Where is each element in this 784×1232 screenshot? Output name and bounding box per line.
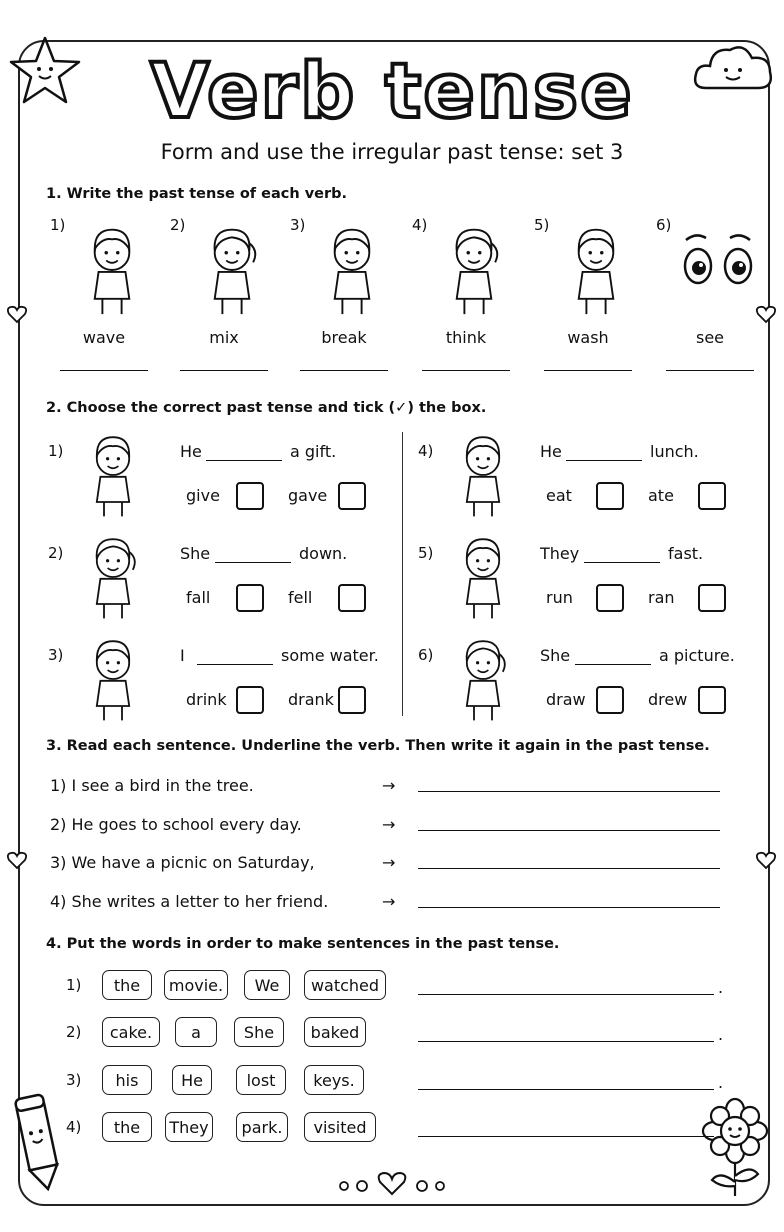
kid-illustration-icon <box>76 634 150 724</box>
kid-illustration-icon <box>76 532 150 622</box>
answer-line[interactable] <box>418 791 720 792</box>
word-chip[interactable]: She <box>234 1017 284 1047</box>
option-1-checkbox[interactable] <box>596 584 624 612</box>
option-1-checkbox[interactable] <box>236 482 264 510</box>
item-number: 1) <box>66 976 82 994</box>
period: . <box>718 978 724 997</box>
option-2-label: gave <box>288 486 328 505</box>
verb-label: wave <box>82 328 126 347</box>
sentence: 2) He goes to school every day. <box>50 815 302 834</box>
item-number: 1) <box>48 442 64 460</box>
item-number: 6) <box>418 646 434 664</box>
word-chip[interactable]: the <box>102 970 152 1000</box>
boy-washing-icon <box>556 222 636 318</box>
word-chip[interactable]: keys. <box>304 1065 364 1095</box>
verb-label: mix <box>209 328 239 347</box>
word-chip[interactable]: lost <box>236 1065 286 1095</box>
arrow-icon: → <box>382 815 396 834</box>
item-number: 3) <box>48 646 64 664</box>
answer-line[interactable] <box>418 907 720 908</box>
option-2-checkbox[interactable] <box>698 482 726 510</box>
word-chip[interactable]: baked <box>304 1017 366 1047</box>
kid-illustration-icon <box>446 634 520 724</box>
right-heart-icon <box>755 850 777 870</box>
answer-line[interactable] <box>418 830 720 831</box>
item-number: 4) <box>412 216 428 234</box>
answer-line[interactable] <box>418 1136 714 1137</box>
sentence-rest: fast. <box>668 544 704 563</box>
answer-line[interactable] <box>418 1041 714 1042</box>
option-2-label: ate <box>648 486 674 505</box>
blank-line <box>206 460 282 461</box>
option-1-label: fall <box>186 588 211 607</box>
kid-illustration-icon <box>76 430 150 520</box>
arrow-icon: → <box>382 776 396 795</box>
item-number: 3) <box>66 1071 82 1089</box>
verb-label: think <box>445 328 487 347</box>
column-divider <box>402 432 403 716</box>
sentence-rest: some water. <box>281 646 379 665</box>
answer-line[interactable] <box>666 370 754 371</box>
option-1-label: drink <box>186 690 227 709</box>
option-2-label: ran <box>648 588 675 607</box>
item-number: 1) <box>50 216 66 234</box>
answer-line[interactable] <box>422 370 510 371</box>
option-1-label: run <box>546 588 573 607</box>
item-number: 3) <box>290 216 306 234</box>
sentence-subject: I <box>180 646 185 665</box>
sentence-subject: He <box>540 442 562 461</box>
word-chip[interactable]: They <box>165 1112 213 1142</box>
option-2-label: drew <box>648 690 688 709</box>
option-2-label: fell <box>288 588 313 607</box>
option-1-checkbox[interactable] <box>236 686 264 714</box>
word-chip[interactable]: park. <box>236 1112 288 1142</box>
blank-line <box>575 664 651 665</box>
sentence-subject: She <box>540 646 571 665</box>
period: . <box>718 1073 724 1092</box>
option-2-checkbox[interactable] <box>338 482 366 510</box>
sentence: 3) We have a picnic on Saturday, <box>50 853 315 872</box>
answer-line[interactable] <box>418 994 714 995</box>
item-number: 5) <box>534 216 550 234</box>
option-1-label: give <box>186 486 220 505</box>
sentence-rest: lunch. <box>650 442 699 461</box>
period: . <box>718 1025 724 1044</box>
sentence: 1) I see a bird in the tree. <box>50 776 254 795</box>
section-4-heading: 4. Put the words in order to make sentences in the past tense. <box>46 936 560 952</box>
sentence-subject: They <box>540 544 580 563</box>
word-chip[interactable]: his <box>102 1065 152 1095</box>
sentence: 4) She writes a letter to her friend. <box>50 892 329 911</box>
word-chip[interactable]: a <box>175 1017 217 1047</box>
verb-label: see <box>695 328 725 347</box>
kid-illustration-icon <box>446 532 520 622</box>
sentence-rest: down. <box>299 544 348 563</box>
left-heart-icon <box>6 850 28 870</box>
word-chip[interactable]: the <box>102 1112 152 1142</box>
section-2-heading: 2. Choose the correct past tense and tick (✓) the box. <box>46 400 487 416</box>
answer-line[interactable] <box>544 370 632 371</box>
blank-line <box>197 664 273 665</box>
eyes-icon <box>678 222 758 302</box>
answer-line[interactable] <box>418 1089 714 1090</box>
page-subtitle: Form and use the irregular past tense: set 3 <box>160 140 624 164</box>
word-chip[interactable]: cake. <box>102 1017 160 1047</box>
word-chip[interactable]: watched <box>304 970 386 1000</box>
girl-thinking-icon <box>434 222 514 318</box>
option-1-checkbox[interactable] <box>236 584 264 612</box>
section-3-heading: 3. Read each sentence. Underline the verb. Then write it again in the past tense. <box>46 738 710 754</box>
sentence-rest: a gift. <box>290 442 337 461</box>
page-title: Verb tense <box>150 46 634 135</box>
option-1-label: draw <box>546 690 586 709</box>
option-2-label: drank <box>288 690 334 709</box>
option-1-checkbox[interactable] <box>596 686 624 714</box>
option-2-checkbox[interactable] <box>698 584 726 612</box>
answer-line[interactable] <box>180 370 268 371</box>
item-number: 5) <box>418 544 434 562</box>
sentence-rest: a picture. <box>659 646 735 665</box>
kid-illustration-icon <box>446 430 520 520</box>
option-1-label: eat <box>546 486 572 505</box>
verb-label: break <box>321 328 367 347</box>
blank-line <box>215 562 291 563</box>
pencil-icon <box>8 1090 68 1195</box>
option-2-checkbox[interactable] <box>338 686 366 714</box>
answer-line[interactable] <box>418 868 720 869</box>
word-chip[interactable]: movie. <box>164 970 228 1000</box>
section-1-heading: 1. Write the past tense of each verb. <box>46 186 348 202</box>
item-number: 4) <box>66 1118 82 1136</box>
option-2-checkbox[interactable] <box>338 584 366 612</box>
answer-line[interactable] <box>60 370 148 371</box>
blank-line <box>566 460 642 461</box>
sentence-subject: She <box>180 544 211 563</box>
boy-waving-icon <box>72 222 152 318</box>
arrow-icon: → <box>382 892 396 911</box>
item-number: 4) <box>418 442 434 460</box>
item-number: 2) <box>66 1023 82 1041</box>
left-heart-icon <box>6 304 28 324</box>
bottom-heart-divider <box>330 1168 454 1198</box>
boy-breaking-icon <box>312 222 392 318</box>
word-chip[interactable]: He <box>172 1065 212 1095</box>
sentence-subject: He <box>180 442 202 461</box>
arrow-icon: → <box>382 853 396 872</box>
option-1-checkbox[interactable] <box>596 482 624 510</box>
word-chip[interactable]: We <box>244 970 290 1000</box>
verb-label: wash <box>567 328 609 347</box>
item-number: 2) <box>48 544 64 562</box>
right-heart-icon <box>755 304 777 324</box>
blank-line <box>584 562 660 563</box>
word-chip[interactable]: visited <box>304 1112 376 1142</box>
item-number: 6) <box>656 216 672 234</box>
flower-icon <box>694 1096 776 1200</box>
option-2-checkbox[interactable] <box>698 686 726 714</box>
girl-mixing-icon <box>192 222 272 318</box>
item-number: 2) <box>170 216 186 234</box>
answer-line[interactable] <box>300 370 388 371</box>
